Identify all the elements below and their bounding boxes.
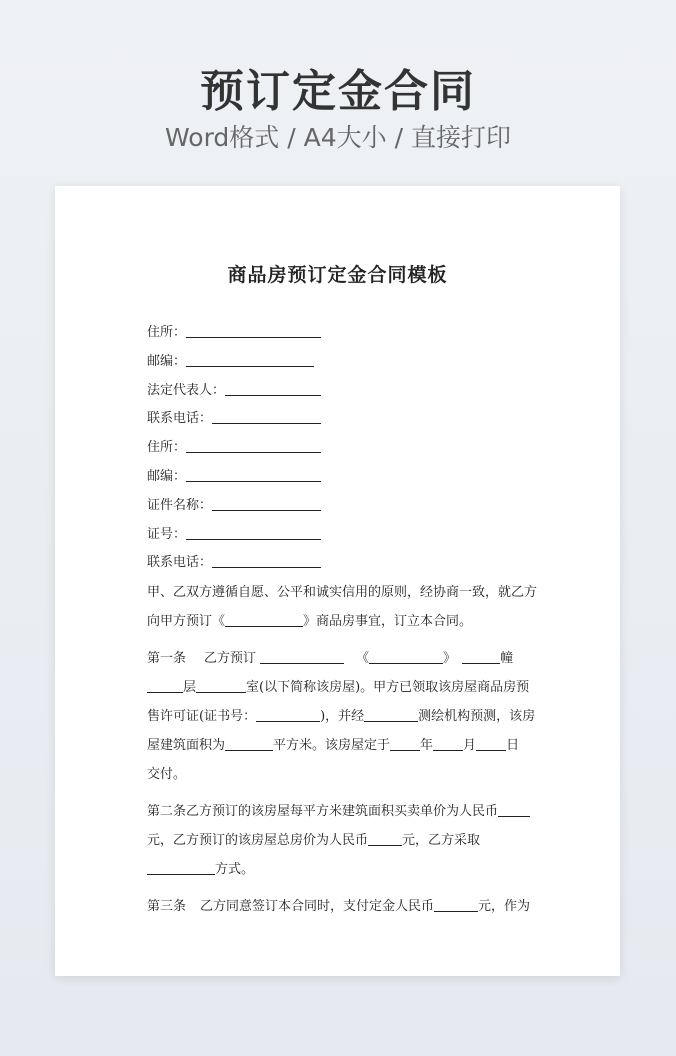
text-segment: 《 [356,651,370,666]
fill-line [212,409,321,424]
fill-line [225,612,303,627]
field-id-number [147,521,537,550]
document-title: 商品房预订定金合同模板 [227,264,448,286]
fill-line [186,323,321,338]
article-label: 第三条 [147,899,187,914]
text-segment: 屋建筑面积为 [147,738,226,753]
article-2-line-1 [147,797,530,826]
field-postcode-a [147,348,537,377]
text-segment: 平方米。该房屋定于 [273,738,391,753]
article-1-line-4 [147,731,530,760]
text-segment: 第二条乙方预订的该房屋每平方米建筑面积买卖单价为人民币 [147,804,499,819]
fill-line [212,496,321,511]
field-phone-b [147,549,537,578]
intro-line-2 [147,607,530,636]
text-segment: 月 [463,738,477,753]
fill-line [498,802,530,817]
article-1-line-5: 交付。 [147,767,187,782]
text-segment: 年 [420,738,434,753]
article-1-line-2 [147,673,530,702]
fill-line [256,707,320,722]
fill-line [186,352,314,367]
field-label: 联系电话： [147,411,213,427]
field-label: 证件名称： [147,497,213,513]
fill-line [260,649,344,664]
field-address-b [147,434,537,463]
article-label: 第一条 [147,651,187,666]
fill-line [147,860,215,875]
field-label: 证号： [147,526,187,542]
fill-line [433,736,463,751]
text-segment: 日 [506,738,520,753]
party-info-fields [147,319,537,578]
fill-line [186,525,321,540]
fill-line [390,736,420,751]
field-address-a [147,319,537,348]
fill-line [186,467,321,482]
text-segment: 元，作为 [478,899,531,914]
article-1-line-3 [147,702,536,731]
field-label: 邮编： [147,353,187,369]
text-segment: 乙方同意签订本合同时，支付定金人民币 [200,899,435,914]
field-postcode-b [147,463,537,492]
fill-line [462,649,500,664]
field-label: 住所： [147,325,187,340]
field-legal-rep [147,377,537,406]
text-segment: 方式。 [215,862,255,877]
text-segment: 元，乙方采取 [402,833,481,848]
field-label: 住所： [147,440,187,456]
field-phone-a [147,405,537,434]
text-segment: 元，乙方预订的该房屋总房价为人民币 [147,833,369,848]
fill-line [225,381,321,396]
text-segment: )，并经 [320,709,365,724]
document-page [55,186,620,976]
text-segment: 测绘机构预测，该房 [418,709,536,724]
fill-line [368,831,402,846]
fill-line [196,678,246,693]
fill-line [434,897,478,912]
fill-line [369,649,443,664]
text-segment: 乙方预订 [204,651,257,666]
banner-subtitle: Word格式 / A4大小 / 直接打印 [165,123,511,152]
fill-line [476,736,506,751]
article-2-line-3 [147,855,530,884]
intro-line-1: 甲、乙双方遵循自愿、公平和诚实信用的原则，经协商一致，就乙方 [147,585,538,600]
contract-body [147,578,538,921]
article-2-line-2 [147,826,530,855]
banner-title: 预订定金合同 [200,66,476,117]
text-segment: 》 [443,651,457,666]
fill-line [364,707,418,722]
field-label: 联系电话： [147,555,213,571]
fill-line [225,736,273,751]
text-segment: 室(以下简称该房屋)。甲方已领取该房屋商品房预 [246,680,530,695]
field-label: 法定代表人： [147,382,226,398]
article-3-line-1 [147,892,530,921]
fill-line [186,438,321,453]
article-1-line-1 [147,644,530,673]
text-segment: 》商品房事宜，订立本合同。 [303,614,473,629]
text-segment: 层 [183,680,197,695]
text-segment: 幢 [500,651,514,666]
fill-line [147,678,183,693]
fill-line [212,553,321,568]
text-segment: 向甲方预订《 [147,614,226,629]
field-id-type [147,492,537,521]
field-label: 邮编： [147,468,187,484]
text-segment: 售许可证(证书号： [147,709,257,724]
